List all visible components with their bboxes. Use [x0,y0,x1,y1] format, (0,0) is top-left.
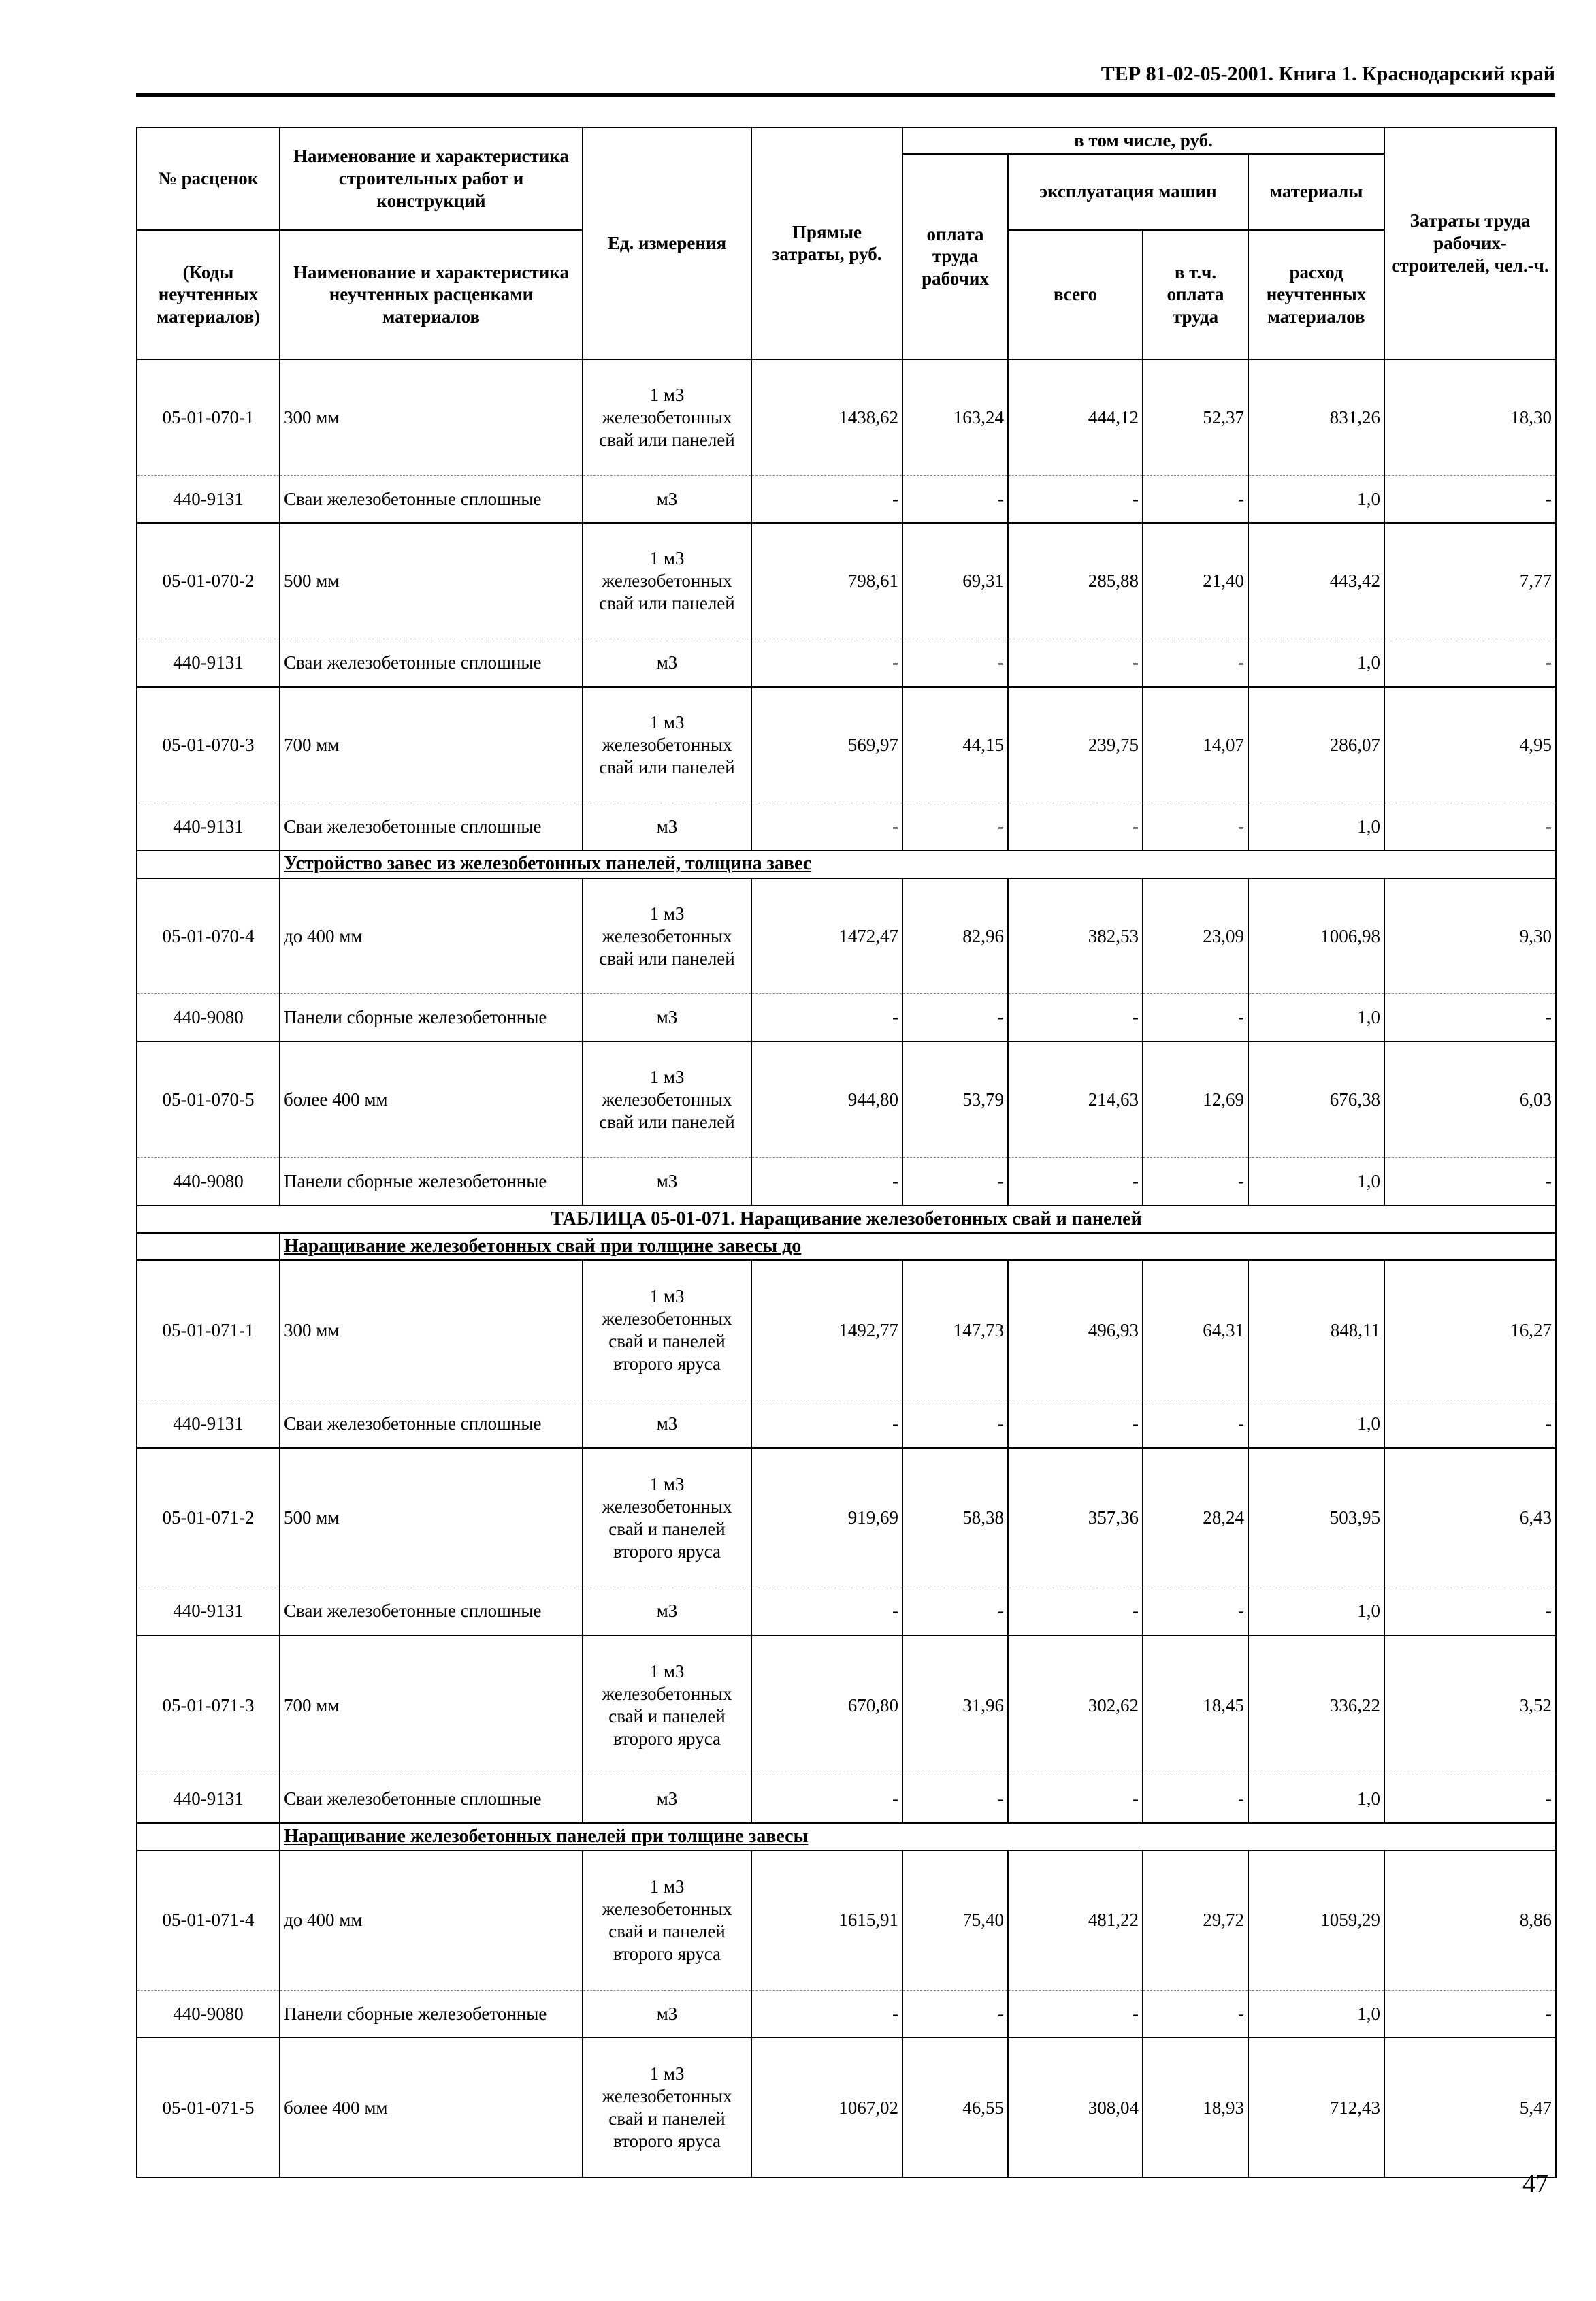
dash-labor-hours: - [1384,475,1556,523]
table-row [137,1448,1556,1588]
work-name: более 400 мм [280,2038,583,2178]
labor-pay: 147,73 [902,1260,1008,1400]
labor-hours: 9,30 [1384,878,1556,994]
material-unit: м3 [583,639,751,687]
material-qty: 1,0 [1248,639,1384,687]
work-name: 700 мм [280,1635,583,1775]
rate-code: 05-01-070-4 [137,878,280,994]
table-row [137,687,1556,803]
section-row [137,1823,1556,1850]
header-unit: Ед. измерения [583,127,751,359]
table-body [137,359,1556,2178]
materials: 336,22 [1248,1635,1384,1775]
table-row [137,1850,1556,1990]
material-row [137,1588,1556,1635]
material-code: 440-9131 [137,639,280,687]
materials: 503,95 [1248,1448,1384,1588]
header-consumption: расход неучтенных материалов [1248,230,1384,359]
header-labor-cost: Затраты труда рабочих-строителей, чел.-ч. [1384,127,1556,359]
section-spacer [137,850,280,878]
rate-code: 05-01-071-1 [137,1260,280,1400]
material-qty: 1,0 [1248,1400,1384,1447]
dash-incl: - [1143,1588,1248,1635]
machines-labor: 12,69 [1143,1042,1248,1157]
labor-hours: 7,77 [1384,523,1556,639]
section-title: Наращивание железобетонных свай при толщине завесы до [280,1233,1556,1260]
material-qty: 1,0 [1248,1775,1384,1823]
dash-labor: - [902,994,1008,1042]
unit: 1 м3 железобетонных свай или панелей [583,878,751,994]
material-unit: м3 [583,475,751,523]
dash-labor: - [902,1775,1008,1823]
dash-direct: - [751,1588,902,1635]
materials: 848,11 [1248,1260,1384,1400]
table-row [137,1042,1556,1157]
rate-code: 05-01-070-2 [137,523,280,639]
material-qty: 1,0 [1248,994,1384,1042]
dash-labor: - [902,1588,1008,1635]
table-row [137,523,1556,639]
material-code: 440-9080 [137,994,280,1042]
labor-hours: 8,86 [1384,1850,1556,1990]
materials: 1006,98 [1248,878,1384,994]
machines-total: 444,12 [1008,359,1143,475]
labor-hours: 3,52 [1384,1635,1556,1775]
material-code: 440-9131 [137,803,280,850]
labor-pay: 44,15 [902,687,1008,803]
table-row [137,359,1556,475]
machines-labor: 29,72 [1143,1850,1248,1990]
material-row [137,1990,1556,2038]
material-unit: м3 [583,803,751,850]
labor-pay: 46,55 [902,2038,1008,2178]
machines-total: 496,93 [1008,1260,1143,1400]
dash-labor-hours: - [1384,1400,1556,1447]
work-name: до 400 мм [280,1850,583,1990]
dash-machines: - [1008,639,1143,687]
header-row-1 [137,127,1556,154]
labor-hours: 18,30 [1384,359,1556,475]
materials: 676,38 [1248,1042,1384,1157]
dash-direct: - [751,639,902,687]
material-row [137,994,1556,1042]
material-code: 440-9080 [137,1990,280,2038]
machines-labor: 64,31 [1143,1260,1248,1400]
material-name: Сваи железобетонные сплошные [280,1775,583,1823]
machines-labor: 18,93 [1143,2038,1248,2178]
machines-total: 308,04 [1008,2038,1143,2178]
header-name: Наименование и характеристика строительных работ и конструкций [280,127,583,230]
dash-incl: - [1143,994,1248,1042]
header-name-materials: Наименование и характеристика неучтенных расценками материалов [280,230,583,359]
machines-total: 481,22 [1008,1850,1143,1990]
material-unit: м3 [583,1588,751,1635]
materials: 1059,29 [1248,1850,1384,1990]
labor-hours: 5,47 [1384,2038,1556,2178]
table-row [137,1260,1556,1400]
material-row [137,803,1556,850]
material-qty: 1,0 [1248,803,1384,850]
labor-hours: 16,27 [1384,1260,1556,1400]
dash-direct: - [751,1157,902,1205]
table-row [137,1635,1556,1775]
dash-labor: - [902,1990,1008,2038]
material-unit: м3 [583,1400,751,1447]
unit: 1 м3 железобетонных свай и панелей второго яруса [583,1850,751,1990]
materials: 831,26 [1248,359,1384,475]
table-title: ТАБЛИЦА 05-01-071. Наращивание железобетонных свай и панелей [137,1206,1556,1233]
machines-total: 357,36 [1008,1448,1143,1588]
materials: 286,07 [1248,687,1384,803]
section-title: Наращивание железобетонных панелей при толщине завесы [280,1823,1556,1850]
material-row [137,1157,1556,1205]
direct-cost: 944,80 [751,1042,902,1157]
rate-code: 05-01-071-5 [137,2038,280,2178]
header-incl-labor: в т.ч. оплата труда [1143,230,1248,359]
unit: 1 м3 железобетонных свай или панелей [583,687,751,803]
material-name: Панели сборные железобетонные [280,1157,583,1205]
dash-labor: - [902,475,1008,523]
header-codes: (Коды неучтенных материалов) [137,230,280,359]
labor-pay: 75,40 [902,1850,1008,1990]
dash-direct: - [751,1990,902,2038]
unit: 1 м3 железобетонных свай или панелей [583,359,751,475]
machines-total: 214,63 [1008,1042,1143,1157]
work-name: до 400 мм [280,878,583,994]
direct-cost: 1615,91 [751,1850,902,1990]
dash-incl: - [1143,475,1248,523]
rate-code: 05-01-071-2 [137,1448,280,1588]
dash-incl: - [1143,803,1248,850]
material-code: 440-9131 [137,475,280,523]
rate-code: 05-01-070-3 [137,687,280,803]
header-including: в том числе, руб. [902,127,1384,154]
section-row [137,1233,1556,1260]
machines-total: 382,53 [1008,878,1143,994]
material-unit: м3 [583,1990,751,2038]
dash-labor-hours: - [1384,639,1556,687]
direct-cost: 670,80 [751,1635,902,1775]
dash-incl: - [1143,1775,1248,1823]
material-row [137,475,1556,523]
machines-total: 285,88 [1008,523,1143,639]
dash-labor-hours: - [1384,1588,1556,1635]
dash-incl: - [1143,1157,1248,1205]
material-name: Сваи железобетонные сплошные [280,1588,583,1635]
section-title: Устройство завес из железобетонных панелей, толщина завес [280,850,1556,878]
material-name: Сваи железобетонные сплошные [280,475,583,523]
material-name: Сваи железобетонные сплошные [280,1400,583,1447]
dash-incl: - [1143,1990,1248,2038]
work-name: 700 мм [280,687,583,803]
header-rule [136,93,1555,97]
header-labor: оплата труда рабочих [902,154,1008,359]
work-name: 500 мм [280,523,583,639]
labor-hours: 6,43 [1384,1448,1556,1588]
labor-pay: 69,31 [902,523,1008,639]
table-row [137,2038,1556,2178]
unit: 1 м3 железобетонных свай или панелей [583,523,751,639]
labor-pay: 58,38 [902,1448,1008,1588]
section-spacer [137,1233,280,1260]
machines-labor: 18,45 [1143,1635,1248,1775]
unit: 1 м3 железобетонных свай и панелей второго яруса [583,1448,751,1588]
materials: 712,43 [1248,2038,1384,2178]
dash-labor-hours: - [1384,994,1556,1042]
work-name: 500 мм [280,1448,583,1588]
material-qty: 1,0 [1248,1990,1384,2038]
header-machines: эксплуатация машин [1008,154,1248,230]
dash-labor-hours: - [1384,1775,1556,1823]
dash-labor-hours: - [1384,803,1556,850]
material-qty: 1,0 [1248,1588,1384,1635]
table-row [137,878,1556,994]
rate-code: 05-01-071-3 [137,1635,280,1775]
material-name: Панели сборные железобетонные [280,1990,583,2038]
direct-cost: 1438,62 [751,359,902,475]
dash-machines: - [1008,1588,1143,1635]
work-name: 300 мм [280,359,583,475]
rate-code: 05-01-070-1 [137,359,280,475]
dash-direct: - [751,475,902,523]
labor-hours: 4,95 [1384,687,1556,803]
direct-cost: 1067,02 [751,2038,902,2178]
dash-incl: - [1143,1400,1248,1447]
dash-machines: - [1008,1400,1143,1447]
material-name: Сваи железобетонные сплошные [280,803,583,850]
machines-total: 239,75 [1008,687,1143,803]
dash-machines: - [1008,475,1143,523]
dash-machines: - [1008,1157,1143,1205]
dash-labor: - [902,1400,1008,1447]
work-name: более 400 мм [280,1042,583,1157]
machines-labor: 52,37 [1143,359,1248,475]
dash-incl: - [1143,639,1248,687]
unit: 1 м3 железобетонных свай и панелей второго яруса [583,1635,751,1775]
rates-table [136,127,1557,2178]
material-name: Сваи железобетонные сплошные [280,639,583,687]
material-code: 440-9131 [137,1775,280,1823]
dash-machines: - [1008,994,1143,1042]
direct-cost: 1472,47 [751,878,902,994]
header-rate-no: № расценок [137,127,280,230]
machines-labor: 28,24 [1143,1448,1248,1588]
material-unit: м3 [583,994,751,1042]
material-row [137,1400,1556,1447]
rate-code: 05-01-071-4 [137,1850,280,1990]
section-spacer [137,1823,280,1850]
section-row [137,850,1556,878]
direct-cost: 798,61 [751,523,902,639]
header-materials: материалы [1248,154,1384,230]
labor-pay: 31,96 [902,1635,1008,1775]
unit: 1 м3 железобетонных свай и панелей второго яруса [583,1260,751,1400]
dash-direct: - [751,994,902,1042]
material-code: 440-9131 [137,1588,280,1635]
dash-machines: - [1008,1990,1143,2038]
material-row [137,1775,1556,1823]
material-code: 440-9080 [137,1157,280,1205]
labor-pay: 163,24 [902,359,1008,475]
unit: 1 м3 железобетонных свай и панелей второго яруса [583,2038,751,2178]
material-name: Панели сборные железобетонные [280,994,583,1042]
material-row [137,639,1556,687]
dash-direct: - [751,1400,902,1447]
dash-machines: - [1008,803,1143,850]
materials: 443,42 [1248,523,1384,639]
dash-direct: - [751,1775,902,1823]
dash-labor-hours: - [1384,1157,1556,1205]
direct-cost: 569,97 [751,687,902,803]
labor-hours: 6,03 [1384,1042,1556,1157]
dash-labor: - [902,1157,1008,1205]
header-direct: Прямые затраты, руб. [751,127,902,359]
material-qty: 1,0 [1248,1157,1384,1205]
labor-pay: 53,79 [902,1042,1008,1157]
material-qty: 1,0 [1248,475,1384,523]
material-code: 440-9131 [137,1400,280,1447]
direct-cost: 919,69 [751,1448,902,1588]
header-machines-total: всего [1008,230,1143,359]
machines-labor: 23,09 [1143,878,1248,994]
dash-machines: - [1008,1775,1143,1823]
machines-labor: 14,07 [1143,687,1248,803]
dash-labor: - [902,803,1008,850]
machines-total: 302,62 [1008,1635,1143,1775]
document-header: ТЕР 81-02-05-2001. Книга 1. Краснодарский край [1101,63,1555,85]
material-unit: м3 [583,1775,751,1823]
dash-labor-hours: - [1384,1990,1556,2038]
dash-direct: - [751,803,902,850]
machines-labor: 21,40 [1143,523,1248,639]
labor-pay: 82,96 [902,878,1008,994]
dash-labor: - [902,639,1008,687]
unit: 1 м3 железобетонных свай или панелей [583,1042,751,1157]
rate-code: 05-01-070-5 [137,1042,280,1157]
material-unit: м3 [583,1157,751,1205]
direct-cost: 1492,77 [751,1260,902,1400]
work-name: 300 мм [280,1260,583,1400]
page-number: 47 [1522,2170,1548,2198]
table-title-row [137,1206,1556,1233]
